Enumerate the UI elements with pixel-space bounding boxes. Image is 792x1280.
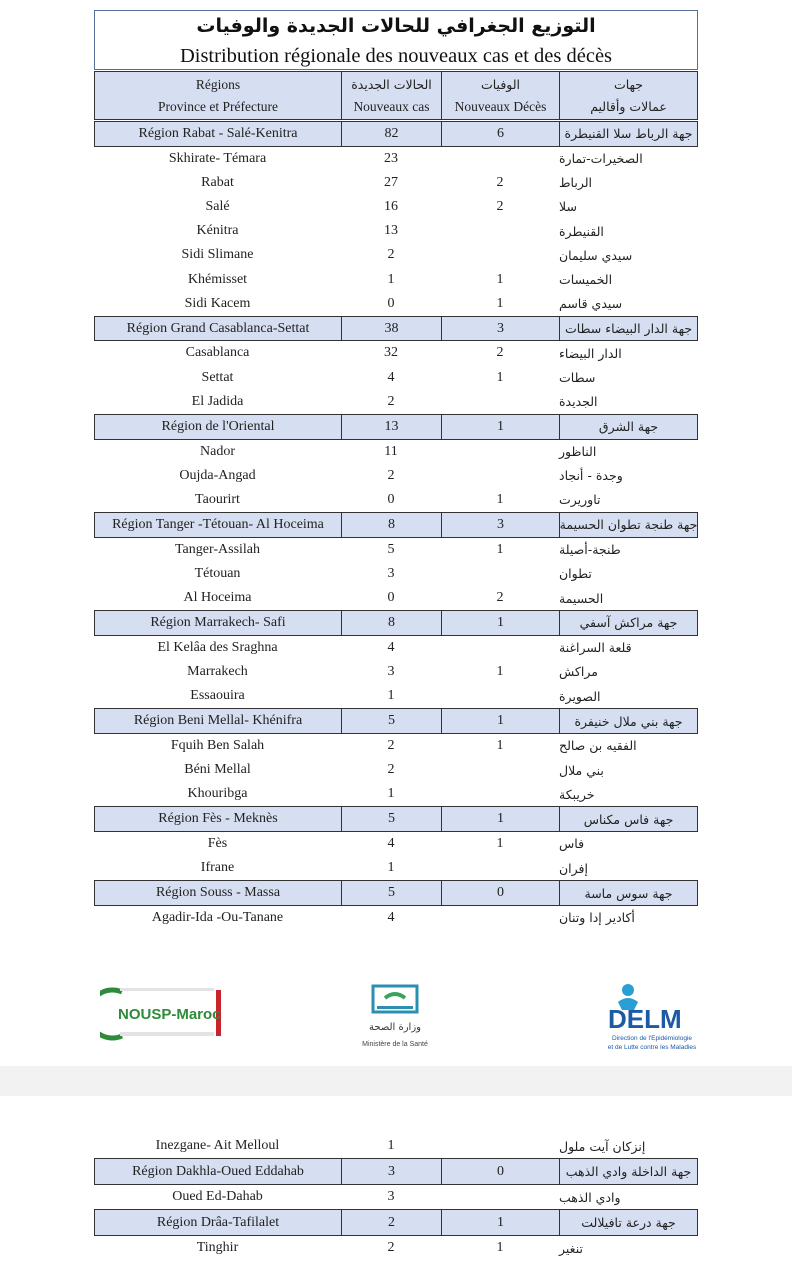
new-deaths-value: 1 — [496, 295, 504, 311]
delm-logo-sub2: et de Lutte contre les Maladies — [607, 1044, 697, 1051]
region-row — [94, 880, 698, 906]
province-name-fr: Settat — [201, 369, 234, 385]
province-row — [94, 390, 698, 414]
new-deaths-value — [441, 758, 559, 782]
province-name-ar: وادي الذهب — [559, 1189, 621, 1205]
new-cases-value: 2 — [387, 247, 395, 263]
header-new-cases — [342, 72, 442, 119]
province-name-fr: Fès — [207, 835, 228, 851]
new-cases-value: 82 — [342, 122, 442, 146]
new-cases-value: 1 — [387, 271, 395, 287]
page-break — [0, 1066, 792, 1096]
header-regions-line1: Régions — [195, 77, 241, 92]
province-name-fr: Inezgane- Ait Melloul — [155, 1138, 280, 1153]
region-name-fr: Région Drâa-Tafilalet — [95, 1210, 342, 1235]
region-row — [94, 414, 698, 440]
region-row — [94, 121, 698, 147]
province-name-fr: Sidi Slimane — [181, 247, 254, 263]
new-cases-value: 5 — [342, 709, 442, 733]
header-regions-ar-line2: عمالات وأقاليم — [590, 99, 667, 114]
province-name-ar: تاوريرت — [559, 492, 601, 508]
region-name-fr: Région Fès - Meknès — [95, 807, 342, 831]
province-name-ar: تطوان — [559, 566, 592, 582]
new-deaths-value: 1 — [496, 1240, 504, 1255]
province-name-fr: Al Hoceima — [183, 590, 252, 606]
province-name-fr: Salé — [205, 198, 230, 214]
new-cases-value: 2 — [342, 1210, 442, 1235]
province-name-fr: Khouribga — [187, 786, 248, 802]
province-row — [94, 243, 698, 267]
province-name-fr: Fquih Ben Salah — [170, 737, 265, 753]
region-name-ar: جهة الدار البيضاء سطات — [564, 321, 693, 337]
new-deaths-value: 1 — [496, 369, 504, 385]
new-deaths-value — [441, 1134, 559, 1158]
new-cases-value: 5 — [387, 541, 395, 557]
new-cases-value: 2 — [387, 467, 395, 483]
region-name-fr: Région Grand Casablanca-Settat — [95, 317, 342, 341]
ministry-logo — [355, 980, 435, 1056]
new-cases-value: 1 — [387, 688, 395, 704]
province-row — [94, 366, 698, 390]
new-deaths-value: 0 — [442, 1159, 560, 1184]
province-row — [94, 292, 698, 316]
header-new-deaths-fr: Nouveaux Décès — [454, 99, 547, 114]
province-name-ar: تنغير — [559, 1240, 583, 1256]
province-row — [94, 734, 698, 758]
region-name-fr: Région Rabat - Salé-Kenitra — [95, 122, 342, 146]
province-row — [94, 147, 698, 171]
new-deaths-value: 1 — [496, 663, 504, 679]
province-row — [94, 832, 698, 856]
new-cases-value: 2 — [387, 762, 395, 778]
province-row — [94, 1185, 698, 1209]
region-row — [94, 708, 698, 734]
new-cases-value: 3 — [387, 663, 395, 679]
province-name-ar: الناظور — [559, 444, 597, 460]
title-arabic: التوزيع الجغرافي للحالات الجديدة والوفيات — [196, 15, 596, 37]
new-deaths-value: 1 — [496, 835, 504, 851]
new-cases-value: 5 — [342, 807, 442, 831]
province-name-fr: El Jadida — [191, 393, 244, 409]
new-deaths-value — [441, 906, 559, 930]
new-deaths-value — [441, 464, 559, 488]
new-deaths-value — [441, 243, 559, 267]
header-regions-ar-line1: جهات — [613, 77, 644, 92]
new-cases-value: 1 — [387, 786, 395, 802]
new-deaths-value: 1 — [496, 271, 504, 287]
region-name-fr: Région Tanger -Tétouan- Al Hoceima — [95, 513, 342, 537]
delm-logo — [604, 978, 700, 1058]
region-row — [94, 610, 698, 636]
province-name-fr: Skhirate- Témara — [168, 150, 267, 166]
new-deaths-value: 0 — [442, 881, 560, 905]
new-deaths-value — [441, 562, 559, 586]
new-cases-value: 2 — [387, 1240, 395, 1255]
province-name-ar: الصويرة — [559, 688, 601, 704]
new-deaths-value: 1 — [442, 1210, 560, 1235]
new-deaths-value — [441, 1185, 559, 1209]
province-name-fr: Béni Mellal — [184, 762, 251, 778]
region-name-ar: جهة سوس ماسة — [584, 885, 673, 901]
delm-logo-sub1: Direction de l'Epidémiologie — [611, 1035, 693, 1042]
province-row — [94, 464, 698, 488]
province-name-ar: الحسيمة — [559, 590, 604, 606]
province-name-fr: Khémisset — [187, 271, 248, 287]
province-name-ar: الدار البيضاء — [559, 345, 622, 361]
header-new-deaths — [442, 72, 560, 119]
province-name-ar: مراكش — [559, 664, 598, 680]
region-name-fr: Région Marrakech- Safi — [95, 611, 342, 635]
new-cases-value: 2 — [387, 737, 395, 753]
header-new-cases-ar: الحالات الجديدة — [351, 77, 432, 92]
new-cases-value: 13 — [384, 223, 398, 239]
new-cases-value: 13 — [342, 415, 442, 439]
province-name-ar: الصخيرات-تمارة — [559, 151, 643, 167]
delm-logo-name: DELM — [608, 1004, 682, 1034]
province-name-ar: إفران — [559, 860, 588, 876]
province-name-fr: El Kelâa des Sraghna — [157, 639, 278, 655]
province-name-ar: إنزكان آيت ملول — [559, 1138, 646, 1154]
new-cases-value: 0 — [387, 491, 395, 507]
province-name-fr: Oued Ed-Dahab — [172, 1189, 263, 1204]
new-cases-value: 4 — [387, 369, 395, 385]
new-cases-value: 8 — [342, 611, 442, 635]
new-deaths-value — [441, 390, 559, 414]
new-deaths-value — [441, 636, 559, 660]
new-deaths-value: 1 — [496, 541, 504, 557]
new-deaths-value: 2 — [496, 590, 504, 606]
region-name-fr: Région de l'Oriental — [95, 415, 342, 439]
region-name-ar: جهة مراكش آسفي — [579, 615, 678, 631]
region-name-ar: جهة الشرق — [598, 419, 659, 435]
province-row — [94, 440, 698, 464]
header-regions-line2: Province et Préfecture — [158, 99, 278, 114]
region-name-ar: جهة فاس مكناس — [583, 811, 674, 827]
new-cases-value: 5 — [342, 881, 442, 905]
new-cases-value: 0 — [387, 590, 395, 606]
new-cases-value: 4 — [387, 909, 395, 925]
province-name-ar: القنيطرة — [559, 223, 604, 239]
province-row — [94, 1236, 698, 1260]
province-row — [94, 1134, 698, 1158]
new-deaths-value: 1 — [442, 611, 560, 635]
region-row — [94, 1158, 698, 1185]
region-name-ar: جهة بني ملال خنيفرة — [574, 713, 683, 729]
province-name-fr: Sidi Kacem — [184, 295, 251, 311]
new-cases-value: 27 — [384, 174, 398, 190]
new-deaths-value — [441, 856, 559, 880]
new-deaths-value: 6 — [442, 122, 560, 146]
province-name-ar: أكادير إدا وتنان — [559, 910, 635, 926]
new-cases-value: 38 — [342, 317, 442, 341]
new-deaths-value: 1 — [496, 491, 504, 507]
province-name-ar: الرباط — [559, 175, 593, 191]
province-name-ar: الخميسات — [559, 272, 613, 288]
province-name-fr: Essaouira — [190, 688, 245, 704]
province-row — [94, 341, 698, 365]
header-regions-ar — [560, 72, 697, 119]
province-row — [94, 684, 698, 708]
province-row — [94, 268, 698, 292]
new-cases-value: 1 — [387, 1138, 395, 1153]
province-row — [94, 636, 698, 660]
new-cases-value: 2 — [387, 393, 395, 409]
new-cases-value: 32 — [384, 345, 398, 361]
new-cases-value: 4 — [387, 639, 395, 655]
new-deaths-value: 2 — [496, 198, 504, 214]
region-name-ar: جهة درعة تافيلالت — [581, 1215, 676, 1230]
new-cases-value: 3 — [387, 1189, 395, 1204]
province-name-fr: Tinghir — [196, 1240, 239, 1255]
region-row — [94, 806, 698, 832]
province-name-ar: سيدي قاسم — [559, 296, 623, 312]
region-name-fr: Région Beni Mellal- Khénifra — [95, 709, 342, 733]
province-name-ar: وجدة - أنجاد — [559, 468, 623, 484]
header-regions — [95, 72, 342, 119]
new-deaths-value — [441, 219, 559, 243]
new-deaths-value — [441, 147, 559, 171]
province-name-ar: فاس — [559, 836, 585, 852]
province-row — [94, 171, 698, 195]
new-deaths-value: 1 — [496, 737, 504, 753]
new-cases-value: 11 — [384, 443, 398, 459]
table-header — [94, 71, 698, 120]
new-deaths-value — [441, 782, 559, 806]
province-row — [94, 219, 698, 243]
new-cases-value: 23 — [384, 150, 398, 166]
province-row — [94, 488, 698, 512]
province-name-fr: Taourirt — [195, 491, 240, 507]
new-cases-value: 8 — [342, 513, 442, 537]
logos-bar — [0, 970, 792, 1060]
ministry-logo-fr: Ministère de la Santé — [362, 1041, 428, 1048]
new-cases-value: 4 — [387, 835, 395, 851]
province-name-ar: خريبكة — [559, 786, 595, 802]
province-name-ar: بني ملال — [559, 762, 604, 778]
region-name-fr: Région Dakhla-Oued Eddahab — [95, 1159, 342, 1184]
province-name-fr: Tanger-Assilah — [174, 541, 261, 557]
new-deaths-value: 3 — [442, 513, 560, 537]
new-deaths-value: 1 — [442, 807, 560, 831]
province-name-fr: Nador — [200, 443, 235, 459]
title-french: Distribution régionale des nouveaux cas et des décès — [179, 45, 613, 67]
province-name-ar: الفقيه بن صالح — [559, 738, 637, 754]
new-deaths-value: 1 — [442, 415, 560, 439]
province-row — [94, 906, 698, 930]
new-cases-value: 1 — [387, 860, 395, 876]
new-cases-value: 3 — [342, 1159, 442, 1184]
region-name-fr: Région Souss - Massa — [95, 881, 342, 905]
region-row — [94, 512, 698, 538]
new-deaths-value: 2 — [496, 174, 504, 190]
new-cases-value: 16 — [384, 198, 398, 214]
province-name-fr: Kénitra — [196, 223, 239, 239]
province-row — [94, 856, 698, 880]
nousp-logo — [100, 984, 224, 1042]
province-name-fr: Rabat — [201, 174, 234, 190]
province-name-ar: سلا — [559, 199, 577, 215]
new-deaths-value: 1 — [442, 709, 560, 733]
province-name-fr: Oujda-Angad — [179, 467, 256, 483]
ministry-logo-ar: وزارة الصحة — [369, 1022, 421, 1033]
new-deaths-value: 2 — [496, 345, 504, 361]
province-row — [94, 586, 698, 610]
region-name-ar: جهة الداخلة وادي الذهب — [565, 1164, 692, 1179]
province-name-fr: Tétouan — [194, 565, 241, 581]
province-name-fr: Agadir-Ida -Ou-Tanane — [151, 909, 284, 925]
region-name-ar: جهة الرباط سلا القنيطرة — [564, 126, 693, 142]
new-cases-value: 3 — [387, 565, 395, 581]
new-deaths-value: 3 — [442, 317, 560, 341]
new-deaths-value — [441, 684, 559, 708]
province-name-ar: قلعة السراغنة — [559, 640, 632, 656]
region-name-ar: جهة طنجة تطوان الحسيمة — [559, 517, 698, 533]
new-deaths-value — [441, 440, 559, 464]
region-row — [94, 1209, 698, 1236]
province-row — [94, 538, 698, 562]
province-name-ar: سطات — [559, 370, 596, 386]
province-name-ar: سيدي سليمان — [559, 247, 633, 263]
province-name-ar: طنجة-أصيلة — [559, 542, 621, 558]
province-row — [94, 660, 698, 684]
province-row — [94, 562, 698, 586]
header-new-deaths-ar: الوفيات — [480, 77, 521, 92]
province-row — [94, 195, 698, 219]
province-name-fr: Ifrane — [200, 860, 235, 876]
nousp-logo-text: NOUSP-Maroc — [118, 1006, 221, 1023]
region-row — [94, 316, 698, 342]
new-cases-value: 0 — [387, 295, 395, 311]
province-name-fr: Casablanca — [185, 345, 250, 361]
header-new-cases-fr: Nouveaux cas — [353, 99, 430, 114]
province-row — [94, 758, 698, 782]
province-name-fr: Marrakech — [187, 663, 248, 679]
title-box — [94, 10, 698, 70]
province-row — [94, 782, 698, 806]
province-name-ar: الجديدة — [559, 394, 598, 410]
